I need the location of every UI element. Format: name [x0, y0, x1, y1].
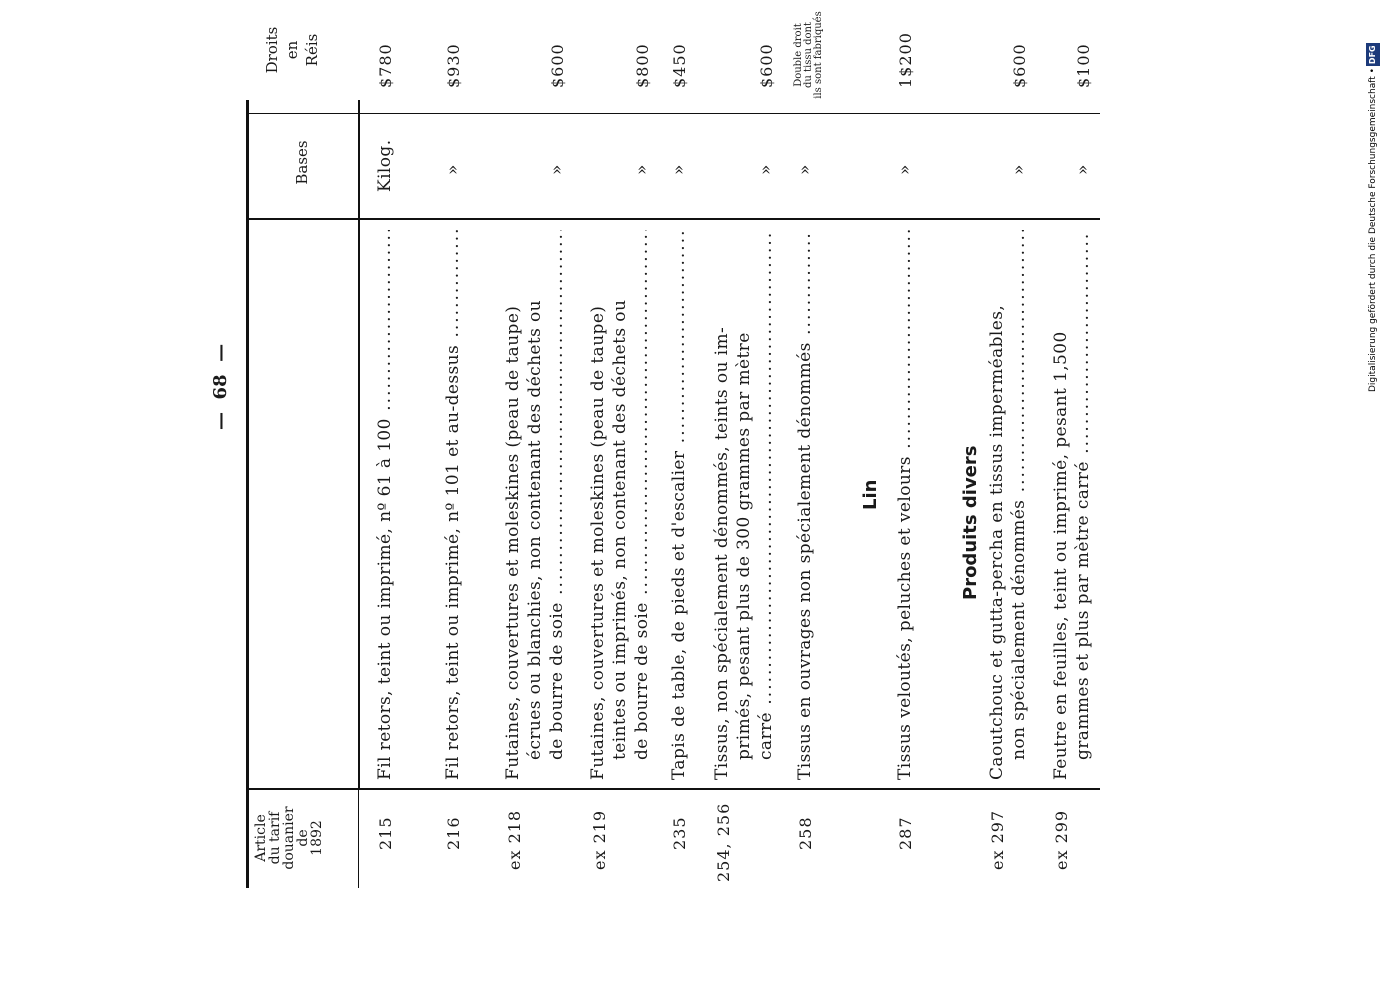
- page-dash-right: —: [210, 343, 231, 362]
- row-description-line: Futaines, couvertures et moleskines (peau de taupe): [588, 305, 608, 780]
- digitization-credit-text: Digitalisierung gefördert durch die Deutsche Forschungsgemeinschaft •: [1368, 68, 1378, 392]
- page-number: 68: [210, 374, 231, 400]
- column-rule-droits: [248, 113, 1100, 114]
- row-droit-note-line: ils sont fabriqués: [813, 11, 824, 99]
- row-droit-note-line: du tissu dont: [803, 22, 814, 89]
- header-article-line: de: [295, 829, 311, 847]
- row-base: »: [632, 164, 652, 175]
- row-base: »: [443, 164, 463, 175]
- row-description-line: teintes ou imprimés, non contenant des déchets ou: [610, 299, 630, 760]
- column-rule-description: [248, 788, 1100, 790]
- row-article: 235: [670, 816, 689, 850]
- row-base: »: [895, 164, 915, 175]
- document-page: [200, 0, 1100, 1000]
- row-droit-note-line: Double droit: [793, 23, 804, 87]
- row-description-line: Tissus, non spécialement dénommés, teints ou im-: [712, 326, 732, 780]
- row-article: ex 219: [590, 809, 609, 870]
- header-article-line: du tarif: [267, 811, 283, 865]
- row-article: ex 297: [988, 809, 1007, 870]
- column-rule-bases: [248, 218, 1100, 220]
- row-article: 216: [444, 816, 463, 850]
- header-droits-line: en: [283, 40, 301, 60]
- row-article: ex 218: [505, 809, 524, 870]
- row-base: »: [669, 164, 689, 175]
- header-droits-line: Droits: [263, 26, 281, 74]
- row-description-line: Futaines, couvertures et moleskines (peau de taupe): [503, 305, 523, 780]
- row-description-line: grammes et plus par mètre carré .....: [1073, 230, 1093, 760]
- row-description-line: Feutre en feuilles, teint ou imprimé, pesant 1,500: [1051, 331, 1071, 780]
- row-droit: $450: [670, 43, 689, 88]
- header-droits-line: Réis: [303, 33, 321, 67]
- row-description-line: Caoutchouc et gutta-percha en tissus imperméables,: [987, 304, 1007, 780]
- row-description: Fil retors, teint ou imprimé, nº 61 à 100 .....: [375, 230, 395, 780]
- header-bases: Bases: [293, 140, 311, 185]
- header-droits: [262, 0, 322, 100]
- row-description: Tissus en ouvrages non spécialement dénommés .....: [795, 230, 815, 780]
- row-article: 215: [376, 816, 395, 850]
- header-rule: [358, 100, 360, 790]
- header-article-line: Article: [253, 814, 269, 862]
- row-description-line: primés, pesant plus de 300 grammes par mètre: [734, 332, 754, 760]
- row-description-line: écrues ou blanchies, non contenant des déchets ou: [525, 299, 545, 760]
- row-base: »: [756, 164, 776, 175]
- row-droit: $930: [444, 43, 463, 88]
- row-description: Tissus veloutés, peluches et velours .....: [895, 230, 915, 780]
- row-base: »: [547, 164, 567, 175]
- row-description-line: non spécialement dénommés .....: [1009, 230, 1029, 760]
- row-droit: 1$200: [896, 32, 915, 88]
- row-droit: $100: [1074, 43, 1093, 88]
- row-article: 254, 256: [714, 802, 733, 882]
- row-base: »: [795, 164, 815, 175]
- row-base: Kilog.: [375, 139, 395, 192]
- row-description: Tapis de table, de pieds et d'escalier .....: [669, 230, 689, 780]
- row-description-line: carré .....: [756, 230, 776, 760]
- section-heading-produits-divers: Produits divers: [960, 445, 981, 600]
- row-description-line: de bourre de soie .....: [632, 230, 652, 760]
- section-heading-lin: Lin: [860, 479, 881, 510]
- row-droit: $600: [548, 43, 567, 88]
- header-article: [254, 788, 324, 888]
- row-description-line: de bourre de soie .....: [547, 230, 567, 760]
- header-rule-article: [358, 788, 359, 888]
- row-base: »: [1009, 164, 1029, 175]
- page-header: [210, 344, 231, 430]
- page-dash-left: —: [210, 412, 231, 430]
- row-description: Fil retors, teint ou imprimé, nº 101 et au-dessus .....: [443, 230, 463, 780]
- header-article-line: 1892: [309, 820, 325, 856]
- row-article: 287: [896, 816, 915, 850]
- row-droit: $600: [1010, 43, 1029, 88]
- row-droit: $780: [376, 43, 395, 88]
- header-article-line: douanier: [281, 806, 297, 870]
- row-article: 258: [796, 816, 815, 850]
- row-droit-note: [794, 0, 824, 110]
- row-article: ex 299: [1052, 809, 1071, 870]
- row-droit: $800: [633, 43, 652, 88]
- rotated-table-page: [200, 0, 1160, 900]
- row-base: »: [1073, 164, 1093, 175]
- digitization-credit: [1366, 0, 1383, 400]
- row-droit: $600: [757, 43, 776, 88]
- dfg-logo: DFG: [1366, 43, 1380, 66]
